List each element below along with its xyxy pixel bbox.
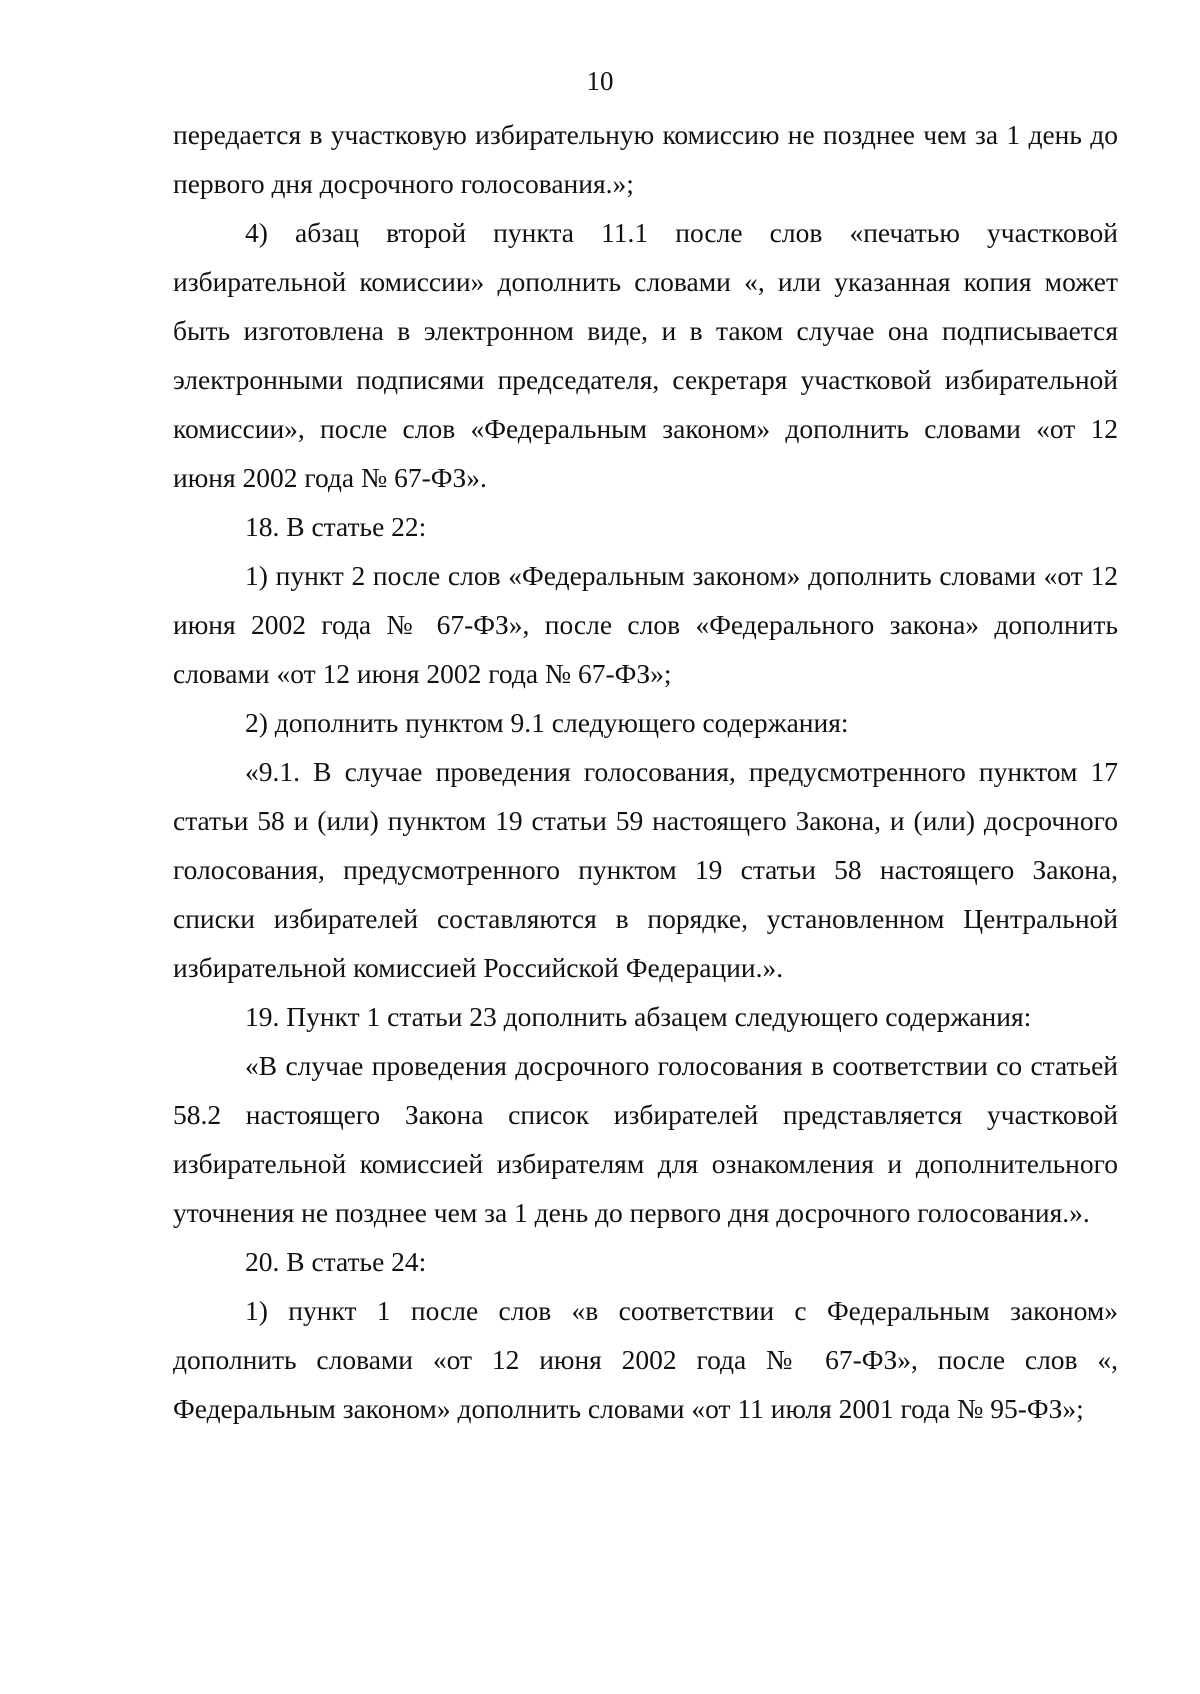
paragraph-quote-9-1: «9.1. В случае проведения голосования, предусмотренного пунктом 17 статьи 58 и (или) пунктом 19 статьи 59 настоящего Закона, и (или) досрочного голосования, предусмотренного пунктом 19 статьи 58 настоящего Закона, списки избирателей составляются в порядке, установленном Центральной избирательной комиссией Российской Федерации.». bbox=[173, 756, 1118, 983]
page-number: 10 bbox=[586, 66, 614, 96]
paragraph-section-18: 18. В статье 22: bbox=[245, 511, 427, 542]
paragraph-continuation: передается в участковую избирательную комиссию не позднее чем за 1 день до первого дня досрочного голосования.»; bbox=[173, 119, 1118, 199]
paragraph-quote-early-voting: «В случае проведения досрочного голосования в соответствии со статьей 58.2 настоящего Закона список избирателей представляется участковой избирательной комиссией избирателям для ознакомления и дополнительного уточнения не позднее чем за 1 день до первого дня досрочного голосования.». bbox=[173, 1050, 1118, 1228]
paragraph-section-20-item-1: 1) пункт 1 после слов «в соответствии с Федеральным законом» дополнить словами «от 12 июня 2002 года № 67-ФЗ», после слов «, Федеральным законом» дополнить словами «от 11 июля 2001 года № 95-ФЗ»; bbox=[173, 1295, 1118, 1424]
paragraph-section-20: 20. В статье 24: bbox=[245, 1246, 427, 1277]
paragraph-section-19: 19. Пункт 1 статьи 23 дополнить абзацем следующего содержания: bbox=[245, 1001, 1032, 1032]
paragraph-item-4: 4) абзац второй пункта 11.1 после слов «печатью участковой избирательной комиссии» дополнить словами «, или указанная копия может быть изготовлена в электронном виде, и в таком случае она подписывается электронными подписями председателя, секретаря участковой избирательной комиссии», после слов «Федеральным законом» дополнить словами «от 12 июня 2002 года № 67-ФЗ». bbox=[173, 217, 1118, 493]
document-body bbox=[173, 110, 1118, 1433]
paragraph-section-18-item-2: 2) дополнить пунктом 9.1 следующего содержания: bbox=[245, 707, 849, 738]
paragraph-section-18-item-1: 1) пункт 2 после слов «Федеральным законом» дополнить словами «от 12 июня 2002 года № 67-ФЗ», после слов «Федерального закона» дополнить словами «от 12 июня 2002 года № 67-ФЗ»; bbox=[173, 560, 1118, 689]
